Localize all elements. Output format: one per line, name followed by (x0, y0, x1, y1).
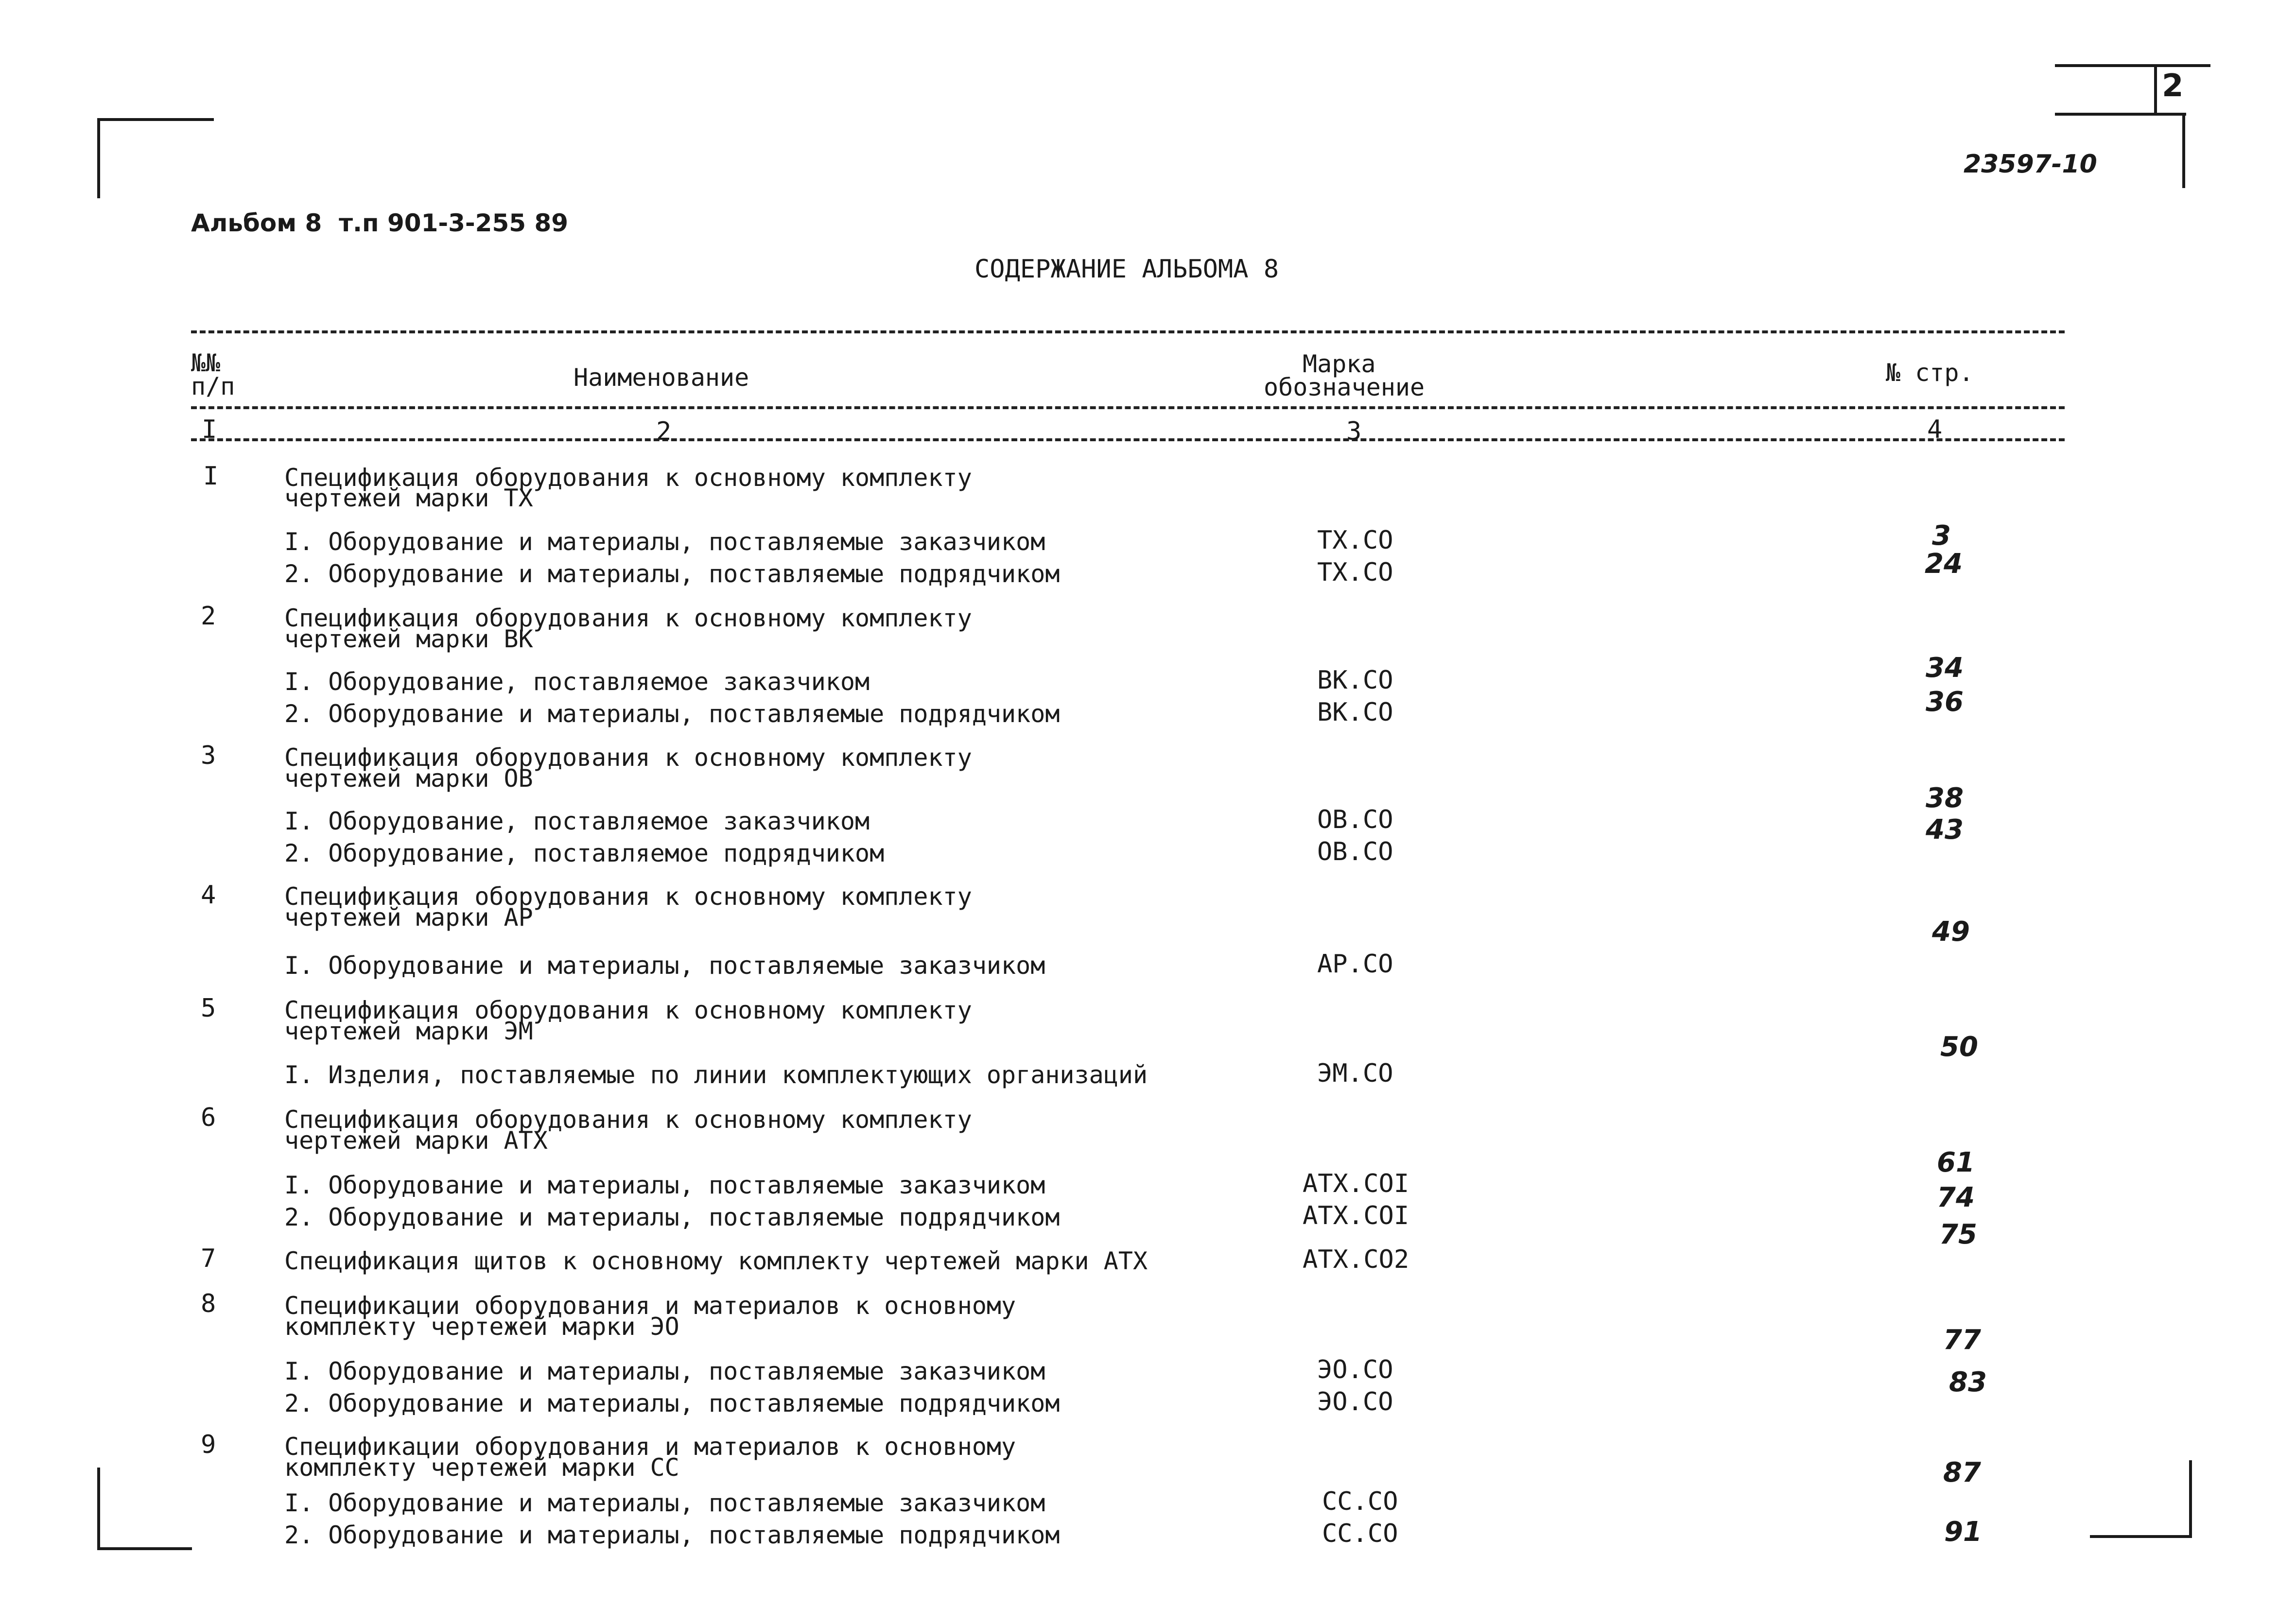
section-title: Спецификация оборудования к основному комплекту (284, 743, 972, 772)
section-title-cont: чертежей марки ТХ (284, 484, 533, 512)
item-page: 24 (1925, 548, 1963, 580)
column-number-2: 2 (656, 417, 672, 446)
column-number-3: 3 (1346, 417, 1362, 446)
frame-corner-bottom-left-v (97, 1468, 100, 1550)
item-code: АР.СО (1317, 950, 1393, 979)
item-code: ВК.СО (1317, 666, 1393, 695)
item-name: 2. Оборудование и материалы, поставляемые подрядчиком (284, 1203, 1060, 1231)
section-title: Спецификация щитов к основному комплекту чертежей марки АТХ (284, 1247, 1148, 1275)
frame-corner-top-left-h (97, 118, 214, 121)
item-code: СС.СО (1322, 1519, 1398, 1548)
item-name: I. Оборудование и материалы, поставляемые заказчиком (284, 1171, 1045, 1199)
item-code: ЭО.СО (1317, 1387, 1393, 1417)
item-page: 74 (1937, 1182, 1975, 1213)
section-title-cont: чертежей марки АТХ (284, 1126, 548, 1155)
section-title-cont: чертежей марки АР (284, 903, 533, 932)
section-title: Спецификация оборудования к основному комплекту (284, 996, 972, 1024)
column-header-mark-line2: обозначение (1264, 373, 1425, 401)
column-number-4: 4 (1927, 415, 1943, 444)
item-page: 77 (1943, 1324, 1981, 1356)
item-name: 2. Оборудование, поставляемое подрядчиком (284, 839, 885, 867)
item-name: 2. Оборудование и материалы, поставляемые подрядчиком (284, 560, 1060, 588)
column-header-num-line1: №№ (191, 349, 221, 377)
table-rule-header-bottom (191, 406, 2065, 409)
column-number-1: I (202, 415, 217, 444)
item-page: 36 (1926, 686, 1964, 718)
column-header-num-line2: п/п (191, 372, 235, 400)
inventory-number: 23597-10 (1964, 150, 2097, 179)
frame-corner-bottom-right-h (2090, 1535, 2192, 1538)
row-number: 4 (201, 881, 216, 910)
section-title-cont: комплекту чертежей марки ЭО (284, 1313, 679, 1341)
column-header-page: № стр. (1886, 359, 1974, 387)
frame-corner-bottom-right-v (2189, 1460, 2192, 1538)
row-number: 9 (201, 1430, 216, 1459)
section-title: Спецификация оборудования к основному комплекту (284, 604, 972, 632)
table-rule-colnum-bottom (191, 438, 2065, 441)
row-number: 8 (201, 1289, 216, 1318)
item-name: I. Изделия, поставляемые по линии комплектующих организаций (284, 1061, 1148, 1089)
frame-corner-top-right-h2 (2055, 113, 2186, 116)
item-code: ВК.СО (1317, 698, 1393, 727)
frame-corner-top-right-v1 (2154, 64, 2157, 113)
item-page: 3 (1932, 520, 1951, 552)
item-code: ЭО.СО (1317, 1355, 1393, 1384)
row-number: 2 (201, 602, 216, 631)
item-page: 50 (1940, 1031, 1978, 1063)
row-number: 5 (201, 994, 216, 1023)
item-name: I. Оборудование и материалы, поставляемые заказчиком (284, 1357, 1045, 1385)
item-name: I. Оборудование и материалы, поставляемые заказчиком (284, 951, 1045, 980)
item-page: 75 (1939, 1219, 1977, 1250)
item-name: 2. Оборудование и материалы, поставляемые подрядчиком (284, 1389, 1060, 1417)
item-name: 2. Оборудование и материалы, поставляемые подрядчиком (284, 700, 1060, 728)
album-reference: Альбом 8 т.п 901-3-255 89 (191, 209, 569, 237)
item-name: I. Оборудование, поставляемое заказчиком (284, 807, 870, 835)
item-code: ОВ.СО (1317, 805, 1393, 834)
section-title: Спецификации оборудования и материалов к основному (284, 1292, 1016, 1320)
frame-corner-bottom-left-h (97, 1547, 192, 1550)
row-number: 6 (201, 1103, 216, 1132)
section-title: Спецификация оборудования к основному комплекту (284, 464, 972, 492)
section-title: Спецификация оборудования к основному комплекту (284, 1106, 972, 1134)
section-title-cont: чертежей марки ЭМ (284, 1017, 533, 1045)
item-code: ТХ.СО (1317, 526, 1393, 555)
item-page: 38 (1926, 782, 1964, 814)
sheet-number: 2 (2162, 68, 2184, 104)
item-page: 34 (1926, 652, 1964, 684)
item-name: I. Оборудование и материалы, поставляемые заказчиком (284, 528, 1045, 556)
item-code: СС.СО (1322, 1487, 1398, 1516)
item-code: ТХ.СО (1317, 558, 1393, 587)
section-title-cont: чертежей марки ВК (284, 625, 533, 653)
item-code: АТХ.СОI (1303, 1169, 1409, 1198)
section-title: Спецификация оборудования к основному комплекту (284, 882, 972, 911)
item-page: 43 (1926, 814, 1964, 846)
frame-corner-top-left-v (97, 118, 100, 198)
item-page: 49 (1932, 916, 1970, 948)
item-name: I. Оборудование, поставляемое заказчиком (284, 668, 870, 696)
item-page: 87 (1943, 1457, 1981, 1488)
section-title-cont: комплекту чертежей марки СС (284, 1453, 679, 1482)
document-title: СОДЕРЖАНИЕ АЛЬБОМА 8 (974, 255, 1279, 284)
item-code: ЭМ.СО (1317, 1059, 1393, 1088)
section-title: Спецификации оборудования и материалов к основному (284, 1433, 1016, 1461)
row-number: 3 (201, 741, 216, 770)
frame-corner-top-right-h1 (2055, 64, 2210, 67)
frame-corner-top-right-v2 (2182, 113, 2185, 188)
item-code: ОВ.СО (1317, 837, 1393, 866)
item-page: 83 (1949, 1366, 1987, 1398)
column-header-name: Наименование (574, 363, 749, 392)
item-page: 91 (1944, 1516, 1982, 1548)
item-name: I. Оборудование и материалы, поставляемые заказчиком (284, 1489, 1045, 1517)
section-title-cont: чертежей марки ОВ (284, 764, 533, 793)
table-rule-top (191, 330, 2065, 333)
item-code: АТХ.СО2 (1303, 1245, 1409, 1274)
item-name: 2. Оборудование и материалы, поставляемые подрядчиком (284, 1521, 1060, 1549)
column-header-mark-line1: Марка (1303, 350, 1376, 378)
row-number: I (203, 462, 219, 491)
row-number: 7 (201, 1244, 216, 1273)
item-page: 61 (1937, 1147, 1975, 1178)
item-code: АТХ.СОI (1303, 1201, 1409, 1230)
